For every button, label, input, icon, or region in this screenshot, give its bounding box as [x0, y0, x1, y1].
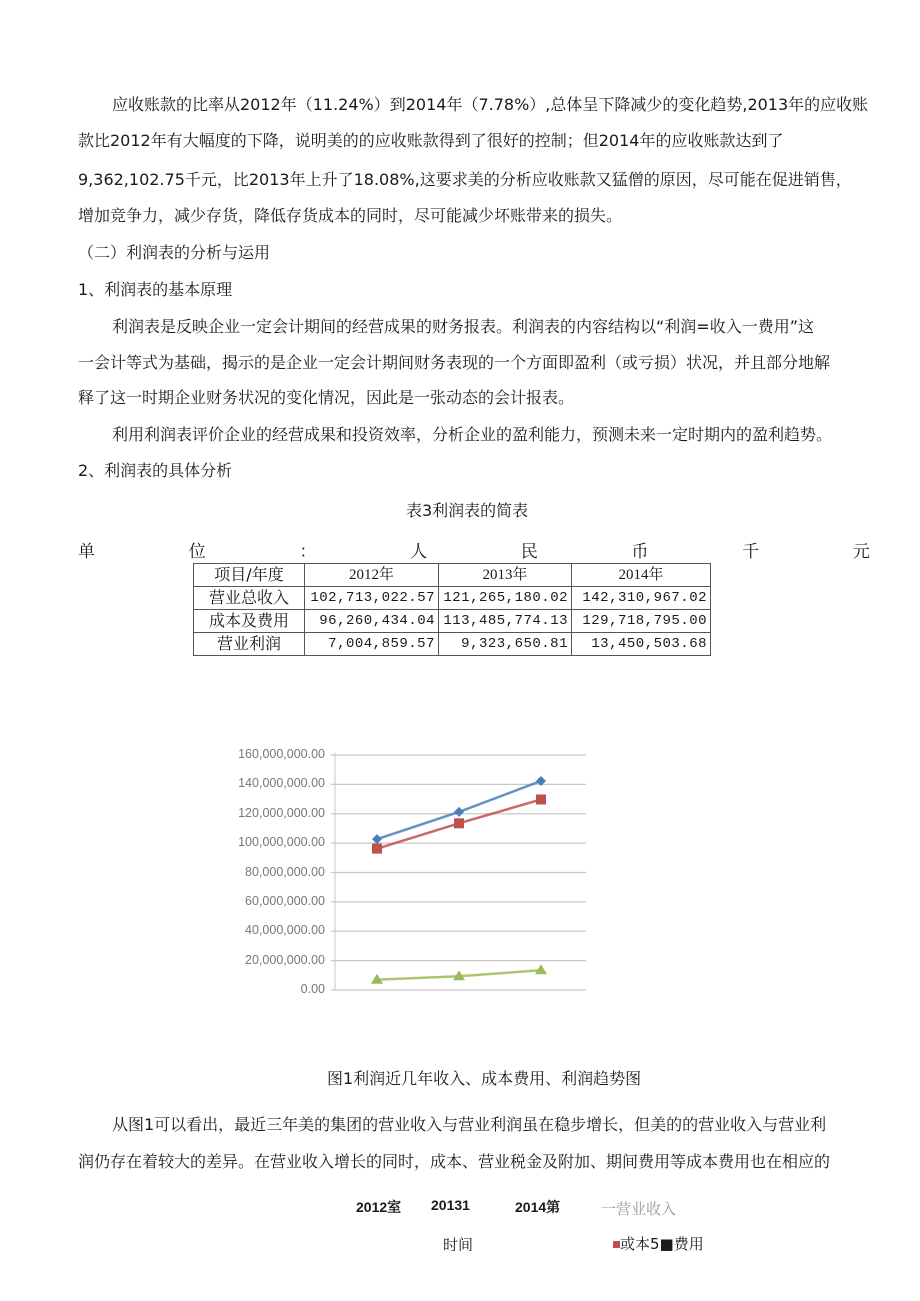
table-cell: 102,713,022.57: [305, 587, 439, 610]
paragraph-line: 9,362,102.75千元，比2013年上升了18.08%,这要求美的分析应收账款又猛僧的原因，尽可能在促进销售，: [78, 170, 852, 189]
legend-cost-label: 或本5■费用: [620, 1235, 704, 1251]
paragraph-line: 一会计等式为基础，揭示的是企业一定会计期间财务表现的一个方面即盈利（或亏损）状况，并且部分地解: [78, 353, 831, 372]
x-axis-label: 2014第: [515, 1199, 561, 1215]
table-cell: 13,450,503.68: [572, 633, 711, 656]
x-axis-label: 20131: [431, 1197, 470, 1213]
table-cell: 9,323,650.81: [439, 633, 572, 656]
x-axis-label: 2012室: [356, 1199, 402, 1215]
profit-table: [193, 563, 711, 656]
table-cell: 121,265,180.02: [439, 587, 572, 610]
y-tick-label: 160,000,000.00: [238, 747, 325, 761]
paragraph-line: 释了这一时期企业财务状况的变化情况，因此是一张动态的会计报表。: [78, 388, 575, 407]
x-axis-title-clip: [443, 1234, 473, 1251]
row-label: 营业总收入: [194, 587, 305, 610]
paragraph-line: 利润表是反映企业一定会计期间的经营成果的财务报表。利润表的内容结构以“利润=收入一费用”这: [112, 317, 814, 336]
paragraph-line: 利用利润表评价企业的经营成果和投资效率，分析企业的盈利能力，预测未来一定时期内的盈利趋势。: [112, 425, 833, 444]
unit-char: 民: [520, 542, 538, 562]
table-cell: 96,260,434.04: [305, 610, 439, 633]
unit-char: 元: [852, 542, 870, 562]
table-cell: 142,310,967.02: [572, 587, 711, 610]
paragraph-line: 从图1可以看出，最近三年美的集团的营业收入与营业利润虽在稳步增长，但美的的营业收入与营业利: [112, 1115, 827, 1134]
y-tick-label: 40,000,000.00: [245, 923, 325, 938]
row-label: 成本及费用: [194, 610, 305, 633]
table-row: [194, 587, 711, 610]
paragraph-line: 润仍存在着较大的差异。在营业收入增长的同时，成本、营业税金及附加、期间费用等成本费用也在相应的: [78, 1152, 831, 1171]
table-row: [194, 633, 711, 656]
y-tick-label: 100,000,000.00: [238, 835, 325, 850]
table-row: [194, 610, 711, 633]
table-header-row: [194, 564, 711, 587]
unit-char: ：: [299, 542, 317, 562]
legend-cost: [613, 1233, 704, 1251]
unit-char: 单: [78, 542, 95, 562]
unit-char: 人: [410, 542, 428, 562]
y-tick-label: 80,000,000.00: [245, 864, 325, 879]
legend-cost-swatch: [613, 1241, 620, 1248]
table-cell: 7,004,859.57: [305, 633, 439, 656]
y-tick-label: 140,000,000.00: [238, 776, 325, 791]
table-caption: 表3利润表的简表: [406, 501, 529, 520]
y-tick-label: 20,000,000.00: [245, 952, 325, 967]
row-label: 营业利润: [194, 633, 305, 656]
subsection-heading: 2、利润表的具体分析: [78, 461, 233, 480]
unit-label: [78, 537, 870, 562]
table-header: 2014年: [572, 564, 711, 587]
unit-char: 币: [631, 542, 649, 562]
unit-char: 千: [742, 542, 760, 562]
figure-caption: 图1利润近几年收入、成本费用、利润趋势图: [327, 1069, 642, 1088]
legend-revenue: 一营业收入: [601, 1200, 677, 1218]
y-tick-label: 120,000,000.00: [238, 805, 325, 820]
table-cell: 129,718,795.00: [572, 610, 711, 633]
section-heading: （二）利润表的分析与运用: [78, 243, 271, 262]
x-axis-title: 时间: [443, 1236, 474, 1251]
y-tick-label: 0.00: [300, 982, 325, 996]
paragraph-line: 应收账款的比率从2012年（11.24%）到2014年（7.78%）,总体呈下降减少的变化趋势,2013年的应收账: [112, 95, 869, 114]
table-header: 2012年: [305, 564, 439, 587]
table-cell: 113,485,774.13: [439, 610, 572, 633]
table-header: 项目/年度: [194, 564, 305, 587]
subsection-heading: 1、利润表的基本原理: [78, 280, 233, 299]
y-tick-label: 60,000,000.00: [245, 893, 325, 908]
paragraph-line: 款比2012年有大幅度的下降，说明美的的应收账款得到了很好的控制；但2014年的应收账款达到了: [78, 131, 784, 150]
paragraph-line: 增加竞争力，减少存货，降低存货成本的同时，尽可能减少坏账带来的损失。: [78, 206, 623, 225]
table-header: 2013年: [439, 564, 572, 587]
unit-char: 位: [188, 542, 206, 562]
